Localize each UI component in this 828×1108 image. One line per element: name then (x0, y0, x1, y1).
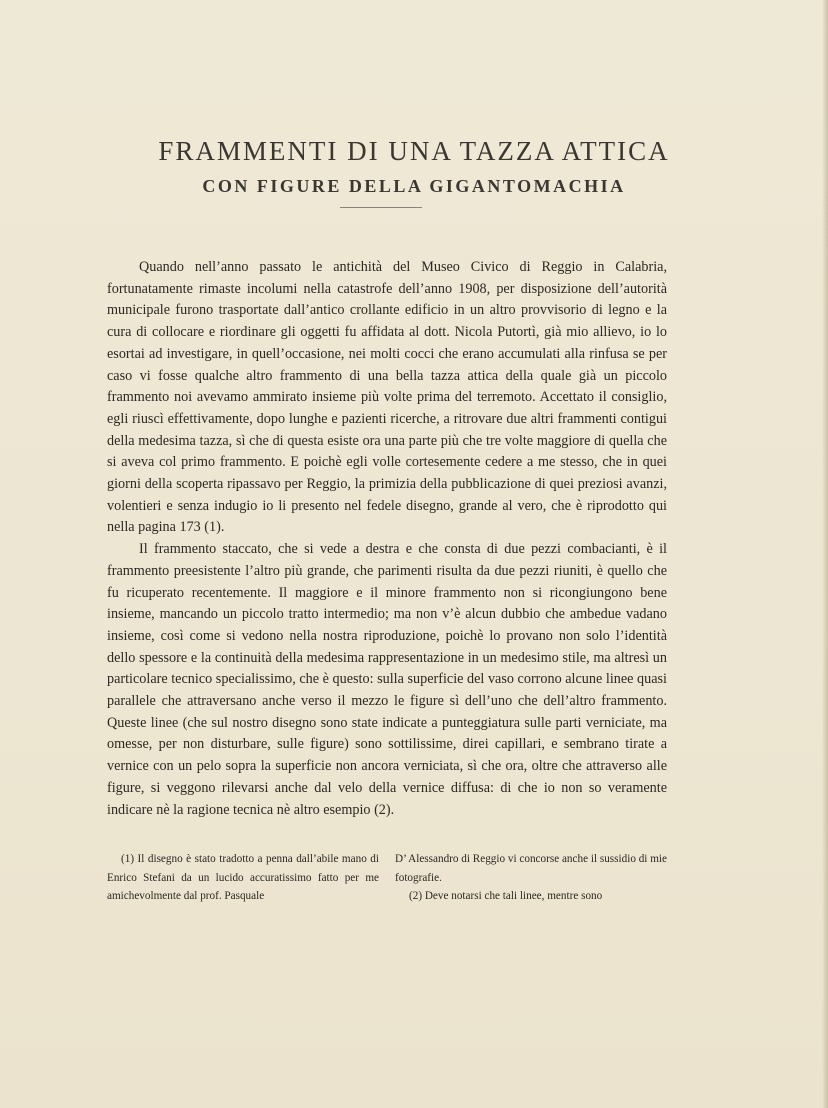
article-subtitle: CON FIGURE DELLA GIGANTOMACHIA (202, 176, 626, 196)
footnote-1-continuation: D’ Alessandro di Reggio vi concorse anche il sussidio di mie fotografie. (395, 853, 667, 884)
footnote-2: (2) Deve notarsi che tali linee, mentre sono (409, 890, 603, 902)
body-paragraph-1: Quando nell’anno passato le antichità del Museo Civico di Reggio in Calabria, fortunatamente rimaste incolumi nella catastrofe dell’anno 1908, per disposizione dell’autorità municipale furono trasportate dall’antico crollante edificio in un altro provvisorio di legno e la cura di collocare e riordinare gli oggetti fu affidata al dott. Nicola Putortì, già mio allievo, io lo esortai ad investigare, in quell’occasione, nei molti cocci che erano accumulati alla rinfusa se per caso vi fosse qualche altro frammento di una bella tazza attica della quale già un piccolo frammento noi avevamo ammirato insieme più volte prima del terremoto. Accettato il consiglio, egli riuscì effettivamente, dopo lunghe e pazienti ricerche, a ritrovare due altri frammenti contigui della medesima tazza, sì che di questa esiste ora una parte più che tre volte maggiore di quella che si aveva col primo frammento. E poichè egli volle cortesemente cedere a me stesso, che in quei giorni della scoperta ripassavo per Reggio, la primizia della pubblicazione di quei preziosi avanzi, volentieri e senza indugio io li presento nel fedele disegno, grande al vero, che è riprodotto qui nella pagina 173 (1). (107, 259, 667, 536)
footnote-1: (1) Il disegno è stato tradotto a penna dall’abile mano di Enrico Stefani da un lucido accuratissimo fatto per me amichevolmente dal prof. Pasquale (107, 853, 379, 902)
footnotes (107, 850, 667, 906)
title-divider (340, 207, 422, 208)
article-body (107, 257, 667, 821)
article-title: FRAMMENTI DI UNA TAZZA ATTICA (158, 136, 670, 166)
footnote-column-right (395, 850, 667, 906)
body-paragraph-2: Il frammento staccato, che si vede a destra e che consta di due pezzi combacianti, è il frammento preesistente l’altro più grande, che parimenti risulta da due pezzi riuniti, è quello che fu ricuperato recentemente. Il maggiore e il minore frammento non si ricongiungono bene insieme, mancando un piccolo tratto intermedio; ma non v’è alcun dubbio che ambedue vadano insieme, così come si vedono nella nostra riproduzione, poichè lo provano non solo l’identità dello spessore e la continuità della medesima rappresentazione in un medesimo stile, ma altresì un particolare tecnico specialissimo, che è questo: sulla superficie del vaso corrono alcune linee quasi parallele che attraversano anche verso il mezzo le figure sì dell’uno che dell’altro frammento. Queste linee (che sul nostro disegno sono state indicate a punteggiatura sulle parti verniciate, ma omesse, per non disturbare, sulle figure) sono sottilissime, direi capillari, e sembrano tirate a vernice con un pelo sopra la superficie non ancora verniciata, sì che ora, oltre che attraverso alle figure, si veggono rilevarsi anche dal velo della vernice diffusa: di che io non so veramente indicare nè la ragione tecnica nè altro esempio (2). (107, 541, 667, 818)
footnote-column-left (107, 850, 379, 906)
